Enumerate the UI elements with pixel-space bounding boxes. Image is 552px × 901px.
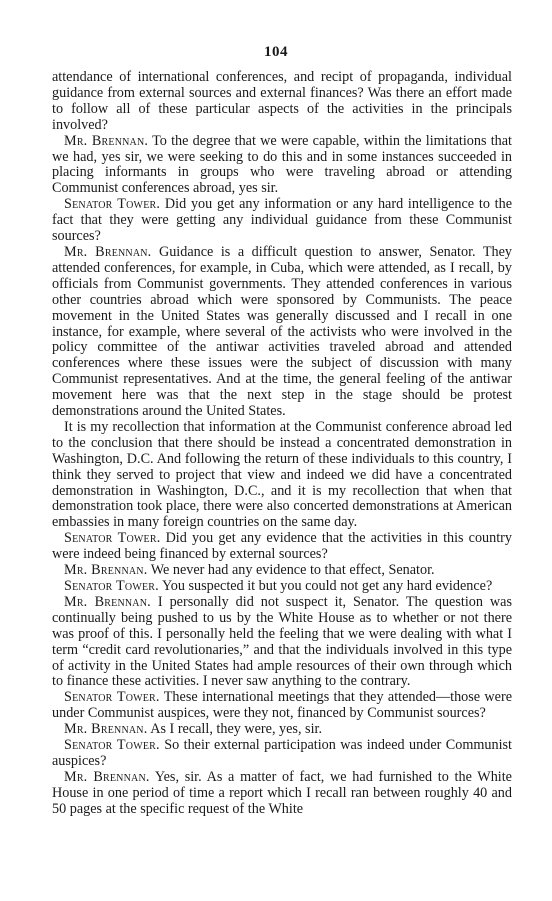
paragraph-text: As I recall, they were, yes, sir. [150,721,323,738]
transcript-paragraph [52,70,512,134]
paragraph-text: I personally did not suspect it, Senator. The question was continually being pushed to us by the White House as to whether or not there was proof of this. I personally held the feeling that we were dealing with what I term “credit card revolutionaries,” and that the individuals involved in this type of activity in the United States had ample resources of their own through which to finance these activities. I never saw anything to the contrary. [52,593,512,690]
transcript-paragraph [52,579,512,595]
paragraph-text: To the degree that we were capable, within the limitations that we had, yes sir, we were seeking to do this and in some instances succeeded in placing informants in groups who were traveling abroad or attending Communist conferences abroad, yes sir. [52,132,512,197]
paragraph-text: Guidance is a difficult question to answer, Senator. They attended conferences, for example, in Cuba, which were attended, as I recall, by officials from Communist governments. They attended conferences in various other countries abroad which were sponsored by Communists. The peace movement in the United States was generally discussed and I recall in one instance, for example, where several of the activists who were involved in the policy committee of the antiwar activities traveled abroad and attended conferences where these issues were the subject of discussion with many Communist representatives. And at the time, the general feeling of the antiwar movement here was that the next step in the stage should be protest demonstrations around the United States. [52,243,512,420]
speaker-label: Senator Tower. [64,737,160,754]
transcript-paragraph [52,245,512,420]
paragraph-text: You suspected it but you could not get any hard evidence? [161,578,493,594]
page-number: 104 [264,44,288,60]
transcript-paragraph [52,420,512,531]
speaker-label: Senator Tower. [64,578,159,594]
paragraph-text: So their external participation was indeed under Communist auspices? [52,737,512,769]
transcript-paragraph [52,595,512,690]
transcript-paragraph [52,563,512,579]
speaker-label: Mr. Brennan. [64,721,148,738]
speaker-label: Mr. Brennan. [64,132,149,149]
speaker-label: Mr. Brennan. [64,768,150,785]
transcript-paragraph [52,690,512,722]
speaker-label: Senator Tower. [64,689,160,706]
speaker-label: Mr. Brennan. [64,593,151,610]
speaker-label: Senator Tower. [64,196,161,213]
transcript-paragraph [52,738,512,770]
paragraph-text: Did you get any evidence that the activities in this country were indeed being financed by external sources? [52,530,512,563]
paragraph-text: Did you get any information or any hard intelligence to the fact that they were getting any individual guidance from these Communist sources? [52,196,513,245]
transcript-body [52,70,512,818]
speaker-label: Senator Tower. [64,530,161,547]
paragraph-text: attendance of international conferences, and recipt of propaganda, individual guidance from external sources and external finances? Was there an effort made to follow all of these particular aspects of the activities in the principals involved? [52,69,512,133]
paragraph-text: These international meetings that they attended—those were under Communist auspices, were they not, financed by Communist sources? [52,689,512,722]
transcript-paragraph [52,722,512,738]
paragraph-text: It is my recollection that information at the Communist conference abroad led to the conclusion that there should be instead a concentrated demonstration in Washington, D.C. And following the return of these individuals to this country, I think they served to project that view and indeed we did have a concentrated demonstration in Washington, D.C., and it is my recollection that when that demonstration took place, there were also concerted demonstrations at American embassies in many foreign countries on the same day. [52,418,512,531]
transcript-paragraph [52,531,512,563]
transcript-paragraph [52,770,512,818]
transcript-paragraph [52,134,512,198]
speaker-label: Mr. Brennan. [64,562,148,579]
speaker-label: Mr. Brennan. [64,243,152,260]
transcript-paragraph [52,197,512,245]
paragraph-text: We never had any evidence to that effect, Senator. [150,562,435,579]
paragraph-text: Yes, sir. As a matter of fact, we had furnished to the White House in one period of time a report which I recall ran between roughly 40 and 50 pages at the specific request of the White [52,768,512,817]
